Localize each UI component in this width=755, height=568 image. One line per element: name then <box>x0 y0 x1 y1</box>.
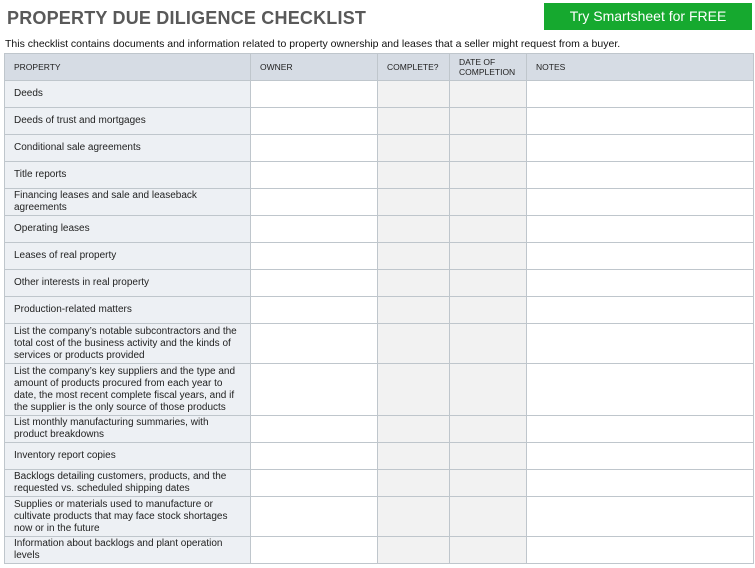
column-header-owner: OWNER <box>251 54 378 81</box>
date-cell[interactable] <box>450 497 527 537</box>
date-cell[interactable] <box>450 270 527 297</box>
complete-cell[interactable] <box>378 135 450 162</box>
notes-cell[interactable] <box>527 497 754 537</box>
date-cell[interactable] <box>450 443 527 470</box>
date-cell[interactable] <box>450 324 527 364</box>
property-cell: List monthly manufacturing summaries, with product breakdowns <box>5 416 251 443</box>
column-header-notes: NOTES <box>527 54 754 81</box>
page-title: PROPERTY DUE DILIGENCE CHECKLIST <box>7 8 367 28</box>
notes-cell[interactable] <box>527 443 754 470</box>
owner-cell[interactable] <box>251 497 378 537</box>
complete-cell[interactable] <box>378 189 450 216</box>
complete-cell[interactable] <box>378 243 450 270</box>
owner-cell[interactable] <box>251 470 378 497</box>
date-cell[interactable] <box>450 537 527 564</box>
complete-cell[interactable] <box>378 497 450 537</box>
owner-cell[interactable] <box>251 216 378 243</box>
date-cell[interactable] <box>450 470 527 497</box>
complete-cell[interactable] <box>378 162 450 189</box>
property-cell: Deeds of trust and mortgages <box>5 108 251 135</box>
notes-cell[interactable] <box>527 162 754 189</box>
date-cell[interactable] <box>450 243 527 270</box>
table-row <box>5 537 754 564</box>
notes-cell[interactable] <box>527 108 754 135</box>
notes-cell[interactable] <box>527 470 754 497</box>
table-row <box>5 443 754 470</box>
property-cell: Leases of real property <box>5 243 251 270</box>
complete-cell[interactable] <box>378 216 450 243</box>
date-cell[interactable] <box>450 416 527 443</box>
column-header-complete: COMPLETE? <box>378 54 450 81</box>
date-cell[interactable] <box>450 216 527 243</box>
table-row <box>5 162 754 189</box>
date-cell[interactable] <box>450 135 527 162</box>
property-cell: List the company’s notable subcontractors and the total cost of the business activity and the kinds of services or products provided <box>5 324 251 364</box>
notes-cell[interactable] <box>527 135 754 162</box>
date-cell[interactable] <box>450 189 527 216</box>
complete-cell[interactable] <box>378 108 450 135</box>
table-row <box>5 135 754 162</box>
complete-cell[interactable] <box>378 324 450 364</box>
table-row <box>5 108 754 135</box>
owner-cell[interactable] <box>251 364 378 416</box>
notes-cell[interactable] <box>527 297 754 324</box>
table-header-row <box>5 54 754 81</box>
notes-cell[interactable] <box>527 189 754 216</box>
owner-cell[interactable] <box>251 324 378 364</box>
notes-cell[interactable] <box>527 243 754 270</box>
property-cell: Backlogs detailing customers, products, and the requested vs. scheduled shipping dates <box>5 470 251 497</box>
property-cell: Operating leases <box>5 216 251 243</box>
date-cell[interactable] <box>450 364 527 416</box>
table-row <box>5 416 754 443</box>
column-header-property: PROPERTY <box>5 54 251 81</box>
table-row <box>5 243 754 270</box>
notes-cell[interactable] <box>527 81 754 108</box>
owner-cell[interactable] <box>251 108 378 135</box>
checklist-table <box>4 53 754 564</box>
notes-cell[interactable] <box>527 364 754 416</box>
column-header-date: DATE OF COMPLETION <box>450 54 527 81</box>
complete-cell[interactable] <box>378 416 450 443</box>
complete-cell[interactable] <box>378 364 450 416</box>
property-cell: Supplies or materials used to manufacture or cultivate products that may face stock shortages now or in the future <box>5 497 251 537</box>
complete-cell[interactable] <box>378 537 450 564</box>
notes-cell[interactable] <box>527 270 754 297</box>
owner-cell[interactable] <box>251 537 378 564</box>
property-cell: Production-related matters <box>5 297 251 324</box>
property-cell: Title reports <box>5 162 251 189</box>
table-row <box>5 270 754 297</box>
notes-cell[interactable] <box>527 416 754 443</box>
owner-cell[interactable] <box>251 135 378 162</box>
date-cell[interactable] <box>450 162 527 189</box>
owner-cell[interactable] <box>251 189 378 216</box>
complete-cell[interactable] <box>378 470 450 497</box>
owner-cell[interactable] <box>251 270 378 297</box>
table-row <box>5 364 754 416</box>
property-cell: Information about backlogs and plant operation levels <box>5 537 251 564</box>
table-row <box>5 297 754 324</box>
table-row <box>5 189 754 216</box>
date-cell[interactable] <box>450 81 527 108</box>
table-row <box>5 470 754 497</box>
owner-cell[interactable] <box>251 297 378 324</box>
owner-cell[interactable] <box>251 81 378 108</box>
property-cell: Deeds <box>5 81 251 108</box>
owner-cell[interactable] <box>251 243 378 270</box>
property-cell: Inventory report copies <box>5 443 251 470</box>
table-row <box>5 216 754 243</box>
complete-cell[interactable] <box>378 270 450 297</box>
complete-cell[interactable] <box>378 297 450 324</box>
date-cell[interactable] <box>450 108 527 135</box>
table-row <box>5 497 754 537</box>
notes-cell[interactable] <box>527 537 754 564</box>
owner-cell[interactable] <box>251 443 378 470</box>
property-cell: Other interests in real property <box>5 270 251 297</box>
page-header <box>0 0 755 36</box>
property-cell: Conditional sale agreements <box>5 135 251 162</box>
complete-cell[interactable] <box>378 443 450 470</box>
table-row <box>5 324 754 364</box>
property-cell: List the company’s key suppliers and the type and amount of products procured from each year to date, the most recent complete fiscal years, and if the supplier is the only source of those products <box>5 364 251 416</box>
property-cell: Financing leases and sale and leaseback agreements <box>5 189 251 216</box>
complete-cell[interactable] <box>378 81 450 108</box>
notes-cell[interactable] <box>527 324 754 364</box>
owner-cell[interactable] <box>251 416 378 443</box>
owner-cell[interactable] <box>251 162 378 189</box>
notes-cell[interactable] <box>527 216 754 243</box>
table-row <box>5 81 754 108</box>
try-smartsheet-button[interactable]: Try Smartsheet for FREE <box>544 3 752 30</box>
description: This checklist contains documents and information related to property ownership and leases that a seller might request from a buyer. <box>5 38 621 50</box>
date-cell[interactable] <box>450 297 527 324</box>
